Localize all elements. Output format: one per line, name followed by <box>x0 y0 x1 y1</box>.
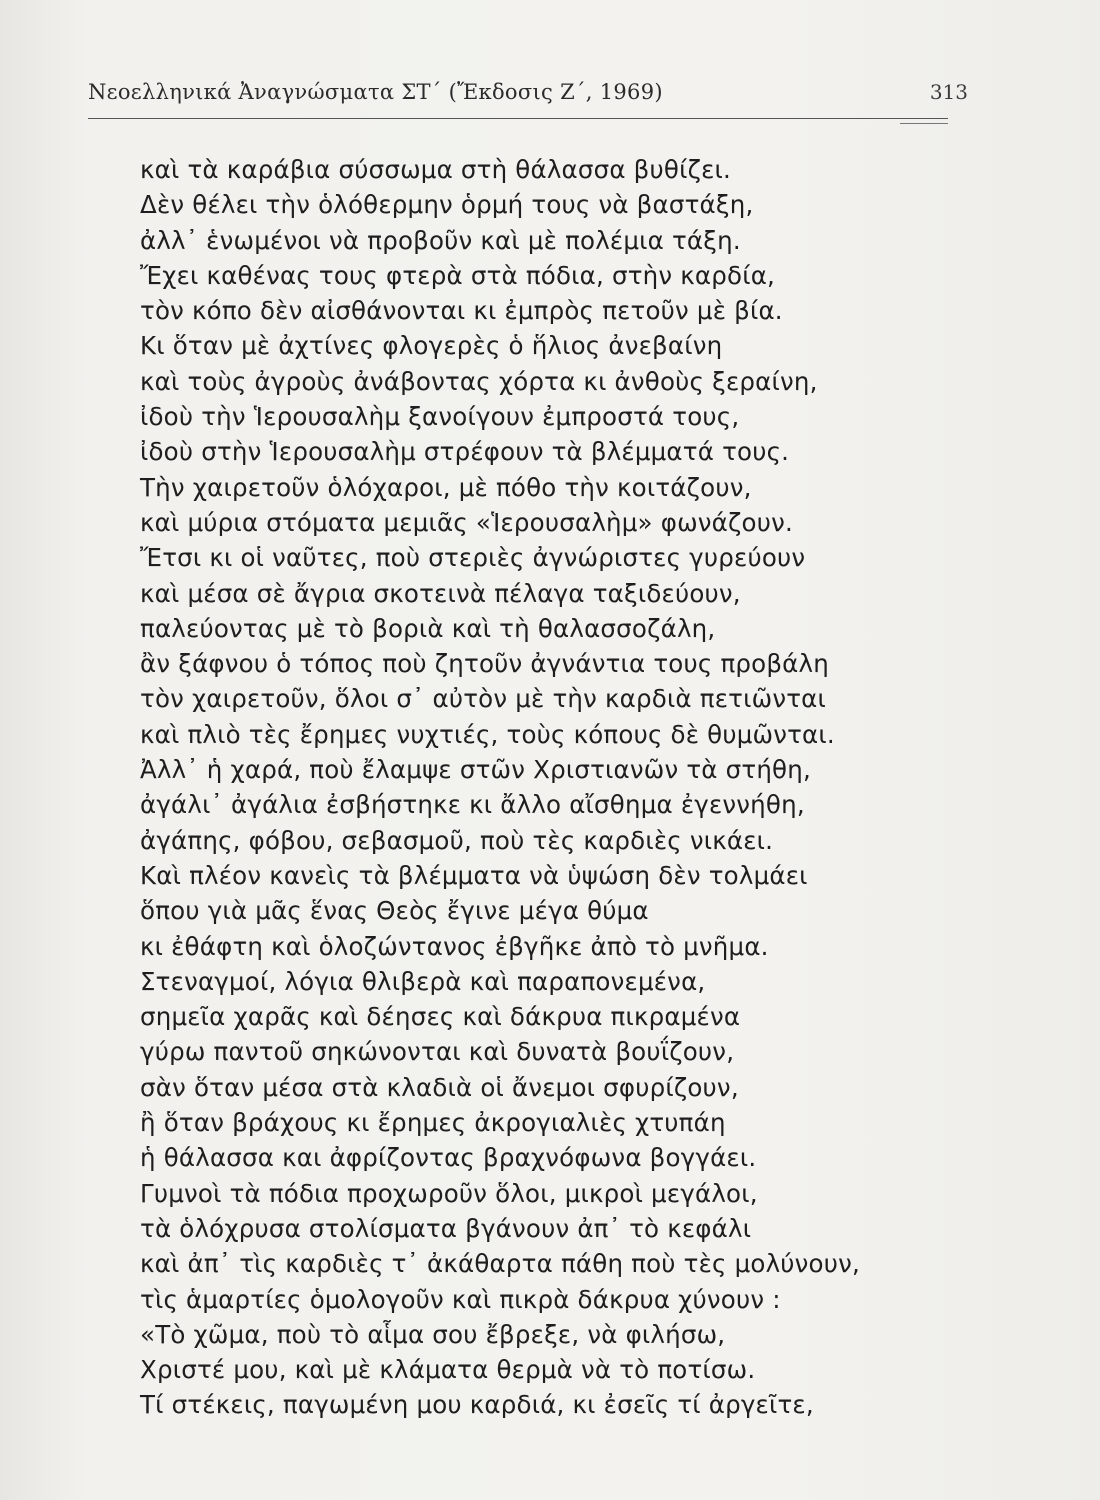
verse-line: καὶ μύρια στόματα μεμιᾶς «Ἱερουσαλὴμ» φωνάζουν. <box>140 507 793 537</box>
verse-line: Τὴν χαιρετοῦν ὁλόχαροι, μὲ πόθο τὴν κοιτάζουν, <box>140 472 752 502</box>
verse-line: ἰδοὺ τὴν Ἱερουσαλὴμ ξανοίγουν ἐμπροστά τους, <box>140 402 740 432</box>
verse-line: καὶ ἀπ᾽ τὶς καρδιὲς τ᾽ ἀκάθαρτα πάθη ποὺ τὲς μολύνουν, <box>140 1249 860 1279</box>
header-rule-accent <box>900 123 948 124</box>
verse-line: τὶς ἁμαρτίες ὁμολογοῦν καὶ πικρὰ δάκρυα χύνουν : <box>140 1284 781 1314</box>
verse-line: Χριστέ μου, καὶ μὲ κλάματα θερμὰ νὰ τὸ ποτίσω. <box>140 1355 756 1385</box>
verse-line: κι ἐθάφτη καὶ ὁλοζώντανος ἐβγῆκε ἀπὸ τὸ μνῆμα. <box>140 931 769 961</box>
verse-line: τὸν χαιρετοῦν, ὅλοι σ᾽ αὐτὸν μὲ τὴν καρδιὰ πετιῶνται <box>140 684 826 714</box>
verse-line: ἂν ξάφνου ὁ τόπος ποὺ ζητοῦν ἀγνάντια τους προβάλη <box>140 649 829 679</box>
poem-text <box>140 152 970 1423</box>
verse-line: καὶ τὰ καράβια σύσσωμα στὴ θάλασσα βυθίζει. <box>140 155 732 184</box>
verse-line: Γυμνοὶ τὰ πόδια προχωροῦν ὅλοι, μικροὶ μεγάλοι, <box>140 1178 758 1208</box>
verse-line: παλεύοντας μὲ τὸ βοριὰ καὶ τὴ θαλασσοζάλη, <box>140 613 716 643</box>
verse-line: ἡ θάλασσα και ἀφρίζοντας βραχνόφωνα βογγάει. <box>140 1143 757 1173</box>
verse-line: Τί στέκεις, παγωμένη μου καρδιά, κι ἐσεῖς τί ἀργεῖτε, <box>140 1390 814 1420</box>
verse-line: καὶ πλιὸ τὲς ἔρημες νυχτιές, τοὺς κόπους δὲ θυμῶνται. <box>140 719 835 749</box>
verse-line: ὅπου γιὰ μᾶς ἕνας Θεὸς ἔγινε μέγα θύμα <box>140 896 649 926</box>
header-rule <box>88 118 948 119</box>
verse-line: ἢ ὅταν βράχους κι ἔρημες ἀκρογιαλιὲς χτυπάη <box>140 1108 726 1138</box>
verse-line: Καὶ πλέον κανεὶς τὰ βλέμματα νὰ ὑψώση δὲν τολμάει <box>140 860 808 890</box>
verse-line: Ἔχει καθένας τους φτερὰ στὰ πόδια, στὴν καρδία, <box>140 260 776 290</box>
verse-line: ἰδοὺ στὴν Ἱερουσαλὴμ στρέφουν τὰ βλέμματά τους. <box>140 437 790 467</box>
verse-line: Κι ὅταν μὲ ἀχτίνες φλογερὲς ὁ ἥλιος ἀνεβαίνη <box>140 331 723 361</box>
verse-line: τὸν κόπο δὲν αἰσθάνονται κι ἐμπρὸς πετοῦν μὲ βία. <box>140 296 783 326</box>
verse-line: Στεναγμοί, λόγια θλιβερὰ καὶ παραπονεμένα, <box>140 966 706 996</box>
verse-line: καὶ τοὺς ἀγροὺς ἀνάβοντας χόρτα κι ἀνθοὺς ξεραίνη, <box>140 366 818 396</box>
verse-line: τὰ ὁλόχρυσα στολίσματα βγάνουν ἀπ᾽ τὸ κεφάλι <box>140 1213 752 1243</box>
page-number: 313 <box>929 80 968 104</box>
verse-line: σὰν ὅταν μέσα στὰ κλαδιὰ οἱ ἄνεμοι σφυρίζουν, <box>140 1072 739 1102</box>
verse-line: Δὲν θέλει τὴν ὁλόθερμην ὁρμή τους νὰ βαστάξη, <box>140 190 754 220</box>
verse-line: ἀλλ᾽ ἑνωμένοι νὰ προβοῦν καὶ μὲ πολέμια τάξη. <box>140 225 741 255</box>
verse-line: «Τὸ χῶμα, ποὺ τὸ αἷμα σου ἔβρεξε, νὰ φιλήσω, <box>140 1319 726 1349</box>
verse-line: ἀγάλι᾽ ἀγάλια ἐσβήστηκε κι ἄλλο αἴσθημα ἐγεννήθη, <box>140 790 805 820</box>
header-title: Νεοελληνικά Ἀναγνώσματα ΣΤ΄ (Ἔκδοσις Ζ΄, 1969) <box>88 80 663 104</box>
verse-line: Ἀλλ᾽ ἡ χαρά, ποὺ ἔλαμψε στῶν Χριστιανῶν τὰ στήθη, <box>140 755 811 785</box>
verse-line: γύρω παντοῦ σηκώνονται καὶ δυνατὰ βουΐζουν, <box>140 1037 735 1067</box>
verse-line: καὶ μέσα σὲ ἄγρια σκοτεινὰ πέλαγα ταξιδεύουν, <box>140 578 741 608</box>
verse-line: Ἔτσι κι οἱ ναῦτες, ποὺ στεριὲς ἀγνώριστες γυρεύουν <box>140 543 806 573</box>
verse-line: σημεῖα χαρᾶς καὶ δέησες καὶ δάκρυα πικραμένα <box>140 1002 741 1032</box>
verse-line: ἀγάπης, φόβου, σεβασμοῦ, ποὺ τὲς καρδιὲς νικάει. <box>140 825 774 855</box>
